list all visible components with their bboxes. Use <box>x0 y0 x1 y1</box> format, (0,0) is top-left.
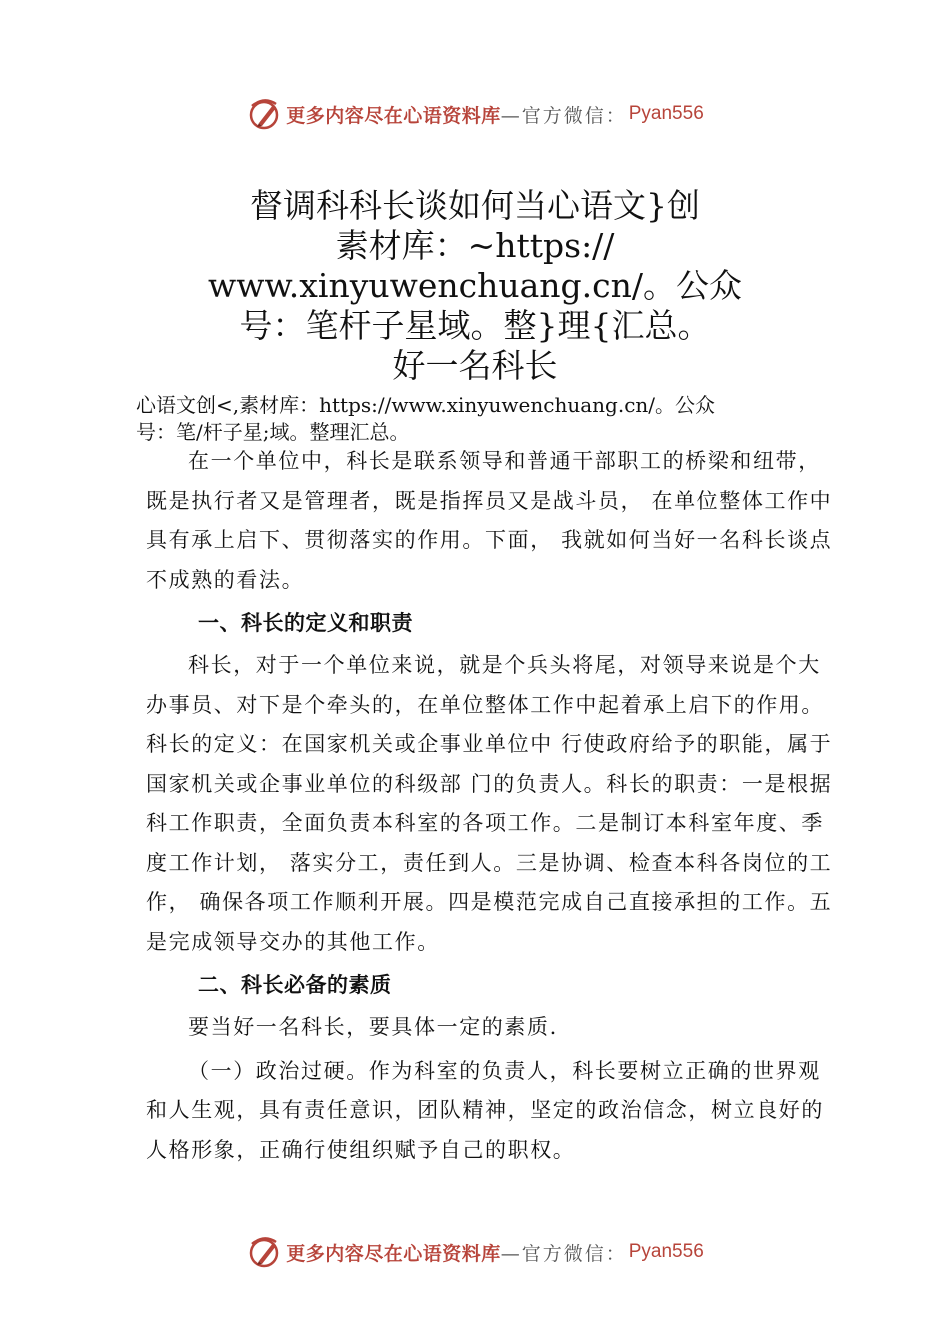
banner-separator-text: —官方微信： <box>500 104 627 127</box>
title-line: 号：笔杆子星域。整}理{汇总。 <box>239 306 711 345</box>
subtitle-line: 号：笔/杆子星;域。整理汇总。 <box>136 420 410 444</box>
pen-seal-logo-icon <box>246 96 282 132</box>
footer-banner <box>0 1232 950 1272</box>
document-body <box>146 442 836 1174</box>
section-1-paragraph: 科长，对于一个单位来说，就是个兵头将尾，对领导来说是个大办事员、对下是个牵头的，在单位整体工作中起着承上启下的作用。科长的定义：在国家机关或企事业单位中 行使政府给予的职能，属于国家机关或企事业单位的科级部 门的负责人。科长的职责：一是根据科工作职责，全面负责本科室的各项工作。二是制订本科室年度、季度工作计划， 落实分工，责任到人。三是协调、检查本科各岗位的工作， 确保各项工作顺利开展。四是模范完成自己直接承担的工作。五是完成领导交办的其他工作。 <box>146 653 833 954</box>
banner-brand-text: 更多内容尽在心语资料库 <box>286 1242 501 1265</box>
subtitle-line: 心语文创<,素材库：https://www.xinyuwenchuang.cn/。公众 <box>136 393 716 417</box>
banner-wechat-id: Pyan556 <box>628 103 704 124</box>
section-heading-1: 一、科长的定义和职责 <box>198 611 413 635</box>
banner-brand-text: 更多内容尽在心语资料库 <box>286 104 501 127</box>
section-2-item-1: （一）政治过硬。作为科室的负责人，科长要树立正确的世界观和人生观，具有责任意识，团队精神，坚定的政治信念，树立良好的人格形象，正确行使组织赋予自己的职权。 <box>146 1058 824 1162</box>
section-2-lead: 要当好一名科长，要具体一定的素质. <box>188 1015 558 1039</box>
title-line: www.xinyuwenchuang.cn/。公众 <box>207 266 743 305</box>
title-line: 素材库：~https:// <box>335 226 615 265</box>
title-line: 好一名科长 <box>392 346 558 385</box>
section-heading-2: 二、科长必备的素质 <box>198 973 392 997</box>
title-line: 督调科科长谈如何当心语文}创 <box>250 186 700 225</box>
banner-wechat-id: Pyan556 <box>628 1241 704 1262</box>
header-banner <box>0 94 950 134</box>
banner-separator-text: —官方微信： <box>500 1242 627 1265</box>
intro-paragraph: 在一个单位中，科长是联系领导和普通干部职工的桥梁和纽带，既是执行者又是管理者，既是指挥员又是战斗员， 在单位整体工作中具有承上启下、贯彻落实的作用。下面， 我就如何当好一名科长谈点不成熟的看法。 <box>146 449 833 592</box>
pen-seal-logo-icon <box>246 1234 282 1270</box>
document-subtitle <box>136 392 836 446</box>
document-title <box>150 186 800 386</box>
